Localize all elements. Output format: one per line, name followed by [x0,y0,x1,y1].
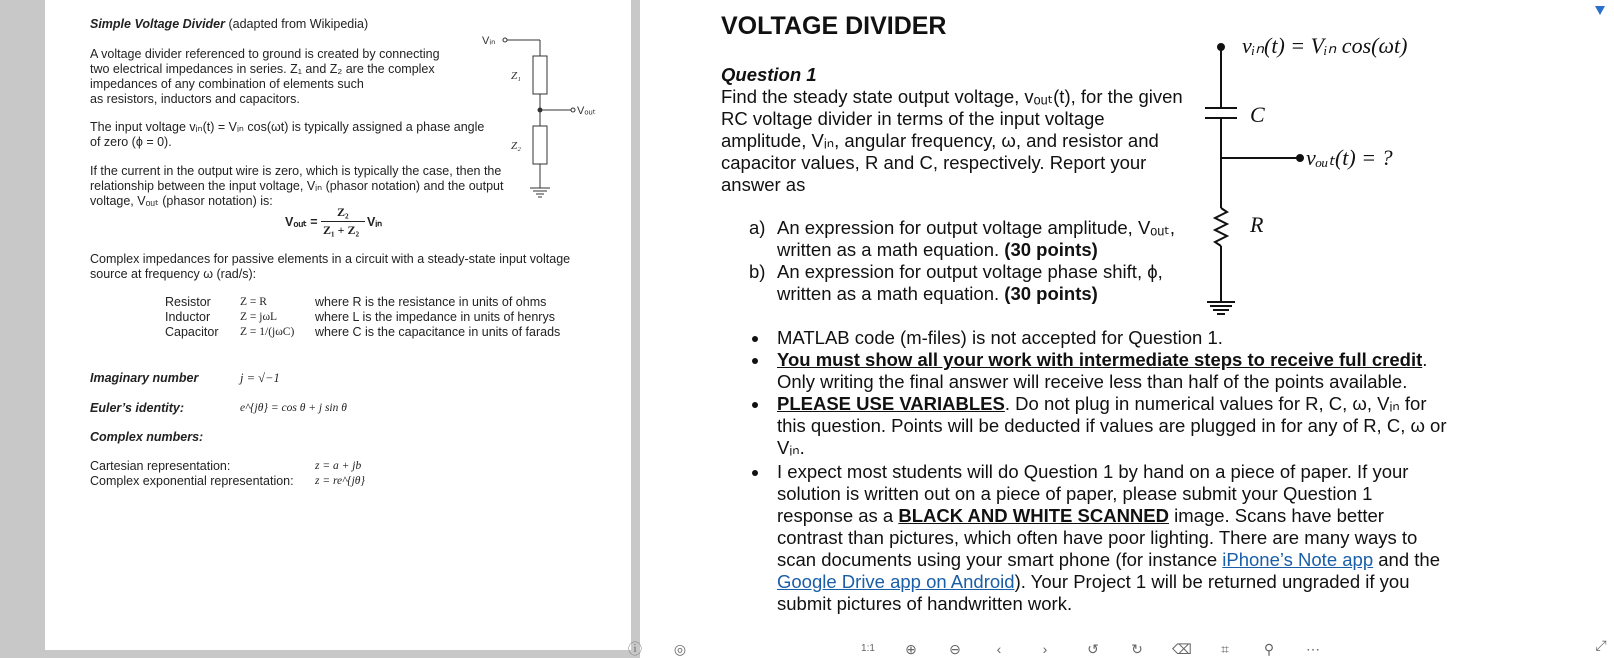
bullet-4-line: contrast than pictures, which often have poor lighting. There are many ways to [777,527,1418,548]
impedance-desc: where R is the resistance in units of ohms [315,295,547,309]
paragraph-3-line: voltage, Vₒᵤₜ (phasor notation) is: [90,194,273,208]
search-icon[interactable]: ⚲ [1263,641,1275,657]
bullet-4-emphasis: BLACK AND WHITE SCANNED [898,505,1169,526]
page-title: VOLTAGE DIVIDER [721,12,947,40]
bullet-4-text: scan documents using your smart phone (for instance [777,549,1223,570]
bullet-4-line: I expect most students will do Question 1 by hand on a piece of paper. If your [777,461,1409,482]
left-title: Simple Voltage Divider [90,17,225,31]
bullet-4-text: image. Scans have better [1169,505,1384,526]
item-b-points: (30 points) [1004,283,1098,304]
rotate-left-icon[interactable]: ↺ [1087,641,1099,657]
z2-box [533,126,547,164]
bullet-2-end: . [1422,349,1428,370]
question-heading: Question 1 [721,64,817,85]
paragraph-1-line: two electrical impedances in series. Z₁ and Z₂ are the complex [90,62,435,76]
paragraph-2-line: The input voltage vᵢₙ(t) = Vᵢₙ cos(ωt) is typically assigned a phase angle [90,120,485,134]
bullet-2 [777,349,1427,393]
z2-label: Z₂ [511,140,521,152]
formula-numerator: Z₂ [337,205,349,219]
bullet-4-text: ). Your Project 1 will be returned ungraded if you [1014,571,1410,592]
location-icon[interactable]: ◎ [673,641,687,657]
bullet-1: MATLAB code (m-files) is not accepted for Question 1. [777,327,1223,348]
paragraph-4 [90,252,570,282]
delete-icon[interactable]: ⌫ [1172,641,1192,657]
bullet-3-line3: Vᵢₙ. [777,437,805,458]
paragraph-1 [90,47,440,107]
intro-line: RC voltage divider in terms of the input voltage [721,108,1105,129]
paragraph-2 [90,120,484,150]
paragraph-3 [90,164,503,209]
formula-rhs: Vᵢₙ [367,215,383,229]
zoom-label: 1:1 [861,643,875,654]
resistor-label: R [1250,212,1264,237]
vin-terminal [503,38,507,42]
vout-node [1297,155,1303,161]
impedance-eq: Z = jωL [240,311,278,323]
exponential-label: Complex exponential representation: [90,474,294,488]
formula-denominator: Z₁ + Z₂ [323,223,360,237]
google-drive-link[interactable]: Google Drive app on Android [777,571,1015,592]
vout-label: Vₒᵤₜ [577,105,596,117]
bullet-4-text: and the [1373,549,1440,570]
impedance-desc: where C is the capacitance in units of farads [315,325,561,339]
cartesian-label: Cartesian representation: [90,459,231,473]
paragraph-1-line: A voltage divider referenced to ground is created by connecting [90,47,440,61]
right-document-page [628,0,1614,658]
complex-numbers-label: Complex numbers: [90,430,204,444]
bullet-3-emphasis: PLEASE USE VARIABLES [777,393,1005,414]
left-circuit-diagram [475,28,625,208]
bullet-4-text: response as a [777,505,899,526]
fraction-bar [321,221,365,222]
rotate-right-icon[interactable]: ↻ [1131,641,1143,657]
item-b-marker: b) [749,261,766,282]
left-document-page [45,0,631,650]
impedance-desc: where L is the impedance in units of henrys [315,310,555,324]
vin-expression: vᵢₙ(t) = Vᵢₙ cos(ωt) [1242,33,1408,58]
bullet-dot [752,358,758,364]
more-icon[interactable]: ⋯ [1306,641,1320,657]
dropdown-marker-icon[interactable] [1595,6,1605,15]
item-a-marker: a) [749,217,766,238]
paragraph-1-line: impedances of any combination of elements such [90,77,364,91]
exponential-equation: z = re^{jθ} [315,475,366,487]
capacitor-label: C [1250,102,1265,127]
zoom-in-icon[interactable]: ⊕ [905,641,917,657]
paragraph-2-line: of zero (ϕ = 0). [90,135,172,149]
z1-label: Z₁ [511,70,521,82]
next-icon[interactable]: › [1042,641,1048,657]
previous-icon[interactable]: ‹ [996,641,1002,657]
bullet-4-line: submit pictures of handwritten work. [777,593,1073,614]
imaginary-equation: j = √−1 [240,371,280,385]
left-title-note: (adapted from Wikipedia) [228,17,369,31]
paragraph-4-line: Complex impedances for passive elements in a circuit with a steady-state input voltage [90,252,571,266]
item-a-line1: An expression for output voltage amplitude, Vₒᵤₜ, [777,217,1175,238]
cartesian-equation: z = a + jb [315,460,362,472]
imaginary-label: Imaginary number [90,371,199,385]
paragraph-3-line: If the current in the output wire is zero, which is typically the case, then the [90,164,502,178]
impedance-eq: Z = 1/(jωC) [240,326,295,338]
resistor-symbol [1215,208,1227,246]
item-a-line2: written as a math equation. [777,239,1000,260]
vout-terminal [571,108,575,112]
vin-label: Vᵢₙ [482,35,496,47]
intro-line: amplitude, Vᵢₙ, angular frequency, ω, and resistor and [721,130,1159,151]
zoom-out-icon[interactable]: ⊖ [949,641,961,657]
intro-line: Find the steady state output voltage, vₒᵤₜ(t), for the given [721,86,1183,107]
question-intro [721,86,1183,196]
bullet-2-line2: Only writing the final answer will receive less than half of the points available. [777,371,1408,392]
crop-icon[interactable]: ⌗ [1221,641,1229,657]
item-b-line1: An expression for output voltage phase shift, ϕ, [777,261,1163,282]
bullet-2-emphasis: You must show all your work with intermediate steps to receive full credit [777,349,1423,370]
item-a [777,217,1175,261]
impedance-name: Resistor [165,295,211,309]
paragraph-1-line: as resistors, inductors and capacitors. [90,92,300,106]
euler-label: Euler’s identity: [90,401,185,415]
bullet-3-rest: . Do not plug in numerical values for R, C, ω, Vᵢₙ for [1004,393,1427,414]
fullscreen-icon[interactable]: ⤢ [1595,637,1607,653]
bullet-4-line: solution is written out on a piece of paper, please submit your Question 1 [777,483,1373,504]
bullet-dot [752,336,758,342]
bullet-4 [777,461,1440,615]
impedance-eq: Z = R [240,296,267,308]
paragraph-4-line: source at frequency ω (rad/s): [90,267,257,281]
item-b [777,261,1163,305]
bullet-dot [752,470,758,476]
item-a-points: (30 points) [1004,239,1098,260]
vout-expression: vₒᵤₜ(t) = ? [1306,145,1393,170]
bullet-dot [752,402,758,408]
formula-lhs: Vₒᵤₜ = [285,215,318,229]
impedance-name: Inductor [165,310,211,324]
euler-equation: e^{jθ} = cos θ + j sin θ [240,402,347,414]
item-b-line2: written as a math equation. [777,283,1000,304]
bullet-3 [777,393,1447,459]
intro-line: answer as [721,174,806,195]
bullet-3-line2: this question. Points will be deducted if values are plugged in for any of R, C, ω or [777,415,1447,436]
intro-line: capacitor values, R and C, respectively. Report your [721,152,1147,173]
actual-size-button[interactable] [859,640,877,658]
z1-box [533,56,547,94]
paragraph-3-line: relationship between the input voltage, Vᵢₙ (phasor notation) and the output [90,179,504,193]
rc-circuit-diagram [1200,22,1500,322]
left-title-line [90,17,368,32]
info-icon[interactable]: ⓘ [628,641,642,657]
impedance-name: Capacitor [165,325,219,339]
iphone-notes-link[interactable]: iPhone’s Note app [1222,549,1374,570]
